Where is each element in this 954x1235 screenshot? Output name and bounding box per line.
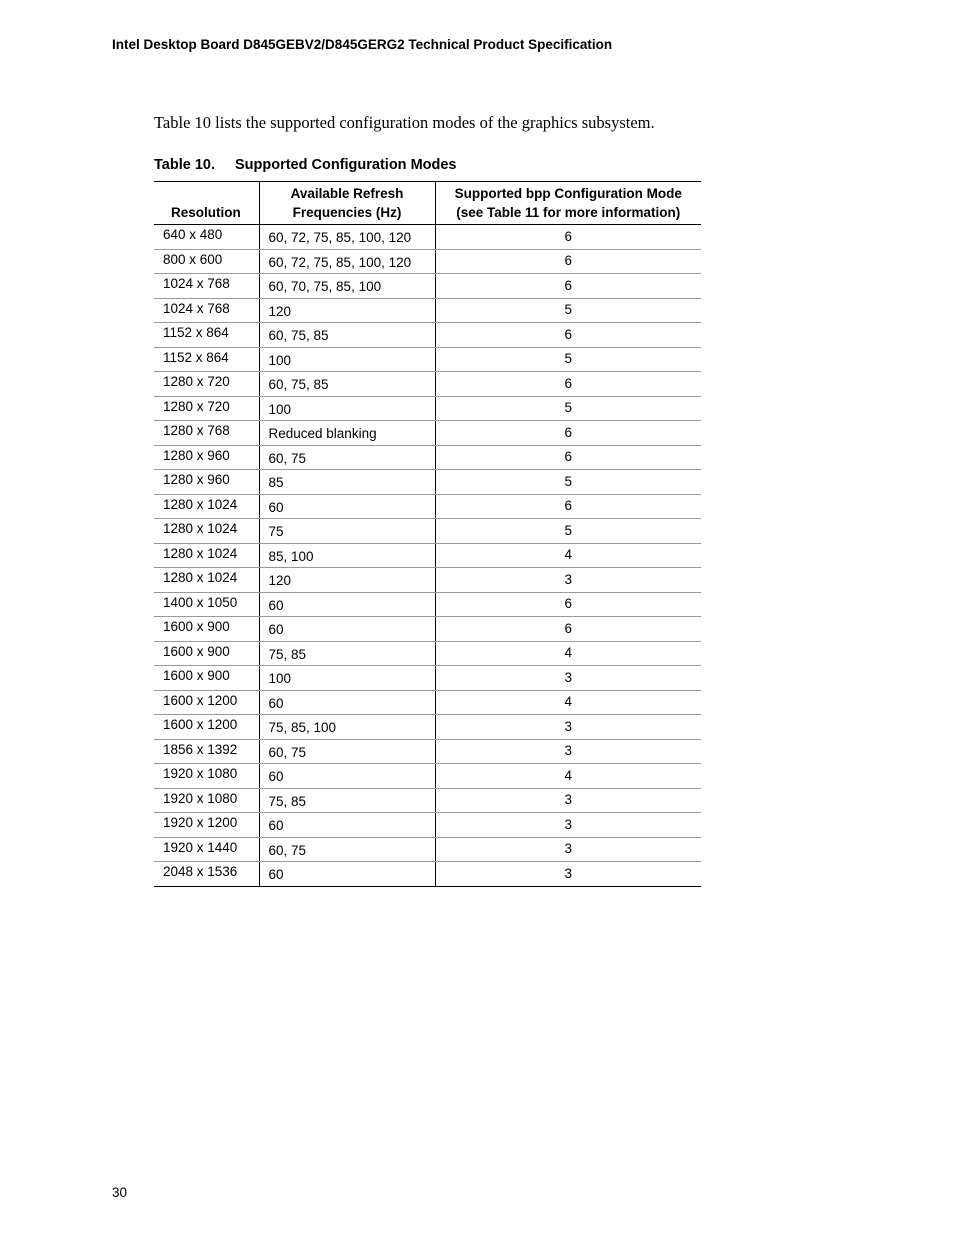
header-frequencies-line2: Frequencies (Hz) [292,205,402,220]
cell-bpp: 4 [435,641,701,666]
cell-bpp: 6 [435,445,701,470]
header-bpp [435,182,701,225]
table-row [154,592,701,617]
cell-resolution: 1856 x 1392 [154,739,259,764]
cell-frequencies: 60 [259,617,435,642]
cell-bpp: 6 [435,494,701,519]
cell-bpp: 3 [435,813,701,838]
table-row [154,764,701,789]
cell-bpp: 5 [435,298,701,323]
header-resolution-label: Resolution [171,205,241,220]
header-bpp-line2: (see Table 11 for more information) [456,205,681,220]
cell-resolution: 1920 x 1080 [154,764,259,789]
table-row [154,372,701,397]
cell-bpp: 3 [435,788,701,813]
cell-frequencies: 60, 75, 85 [259,372,435,397]
cell-frequencies: 85, 100 [259,543,435,568]
cell-resolution: 1600 x 900 [154,641,259,666]
cell-frequencies: 120 [259,298,435,323]
cell-frequencies: 60, 75 [259,445,435,470]
cell-frequencies: 60 [259,862,435,887]
cell-frequencies: 60, 75 [259,837,435,862]
table-row [154,445,701,470]
cell-frequencies: 75, 85 [259,788,435,813]
cell-resolution: 1920 x 1080 [154,788,259,813]
cell-bpp: 3 [435,715,701,740]
cell-frequencies: 60 [259,764,435,789]
header-bpp-line1: Supported bpp Configuration Mode [454,186,682,201]
table-row [154,298,701,323]
cell-bpp: 3 [435,568,701,593]
cell-resolution: 1280 x 1024 [154,494,259,519]
cell-bpp: 6 [435,225,701,250]
header-frequencies [259,182,435,225]
table-row [154,690,701,715]
table-row [154,347,701,372]
cell-frequencies: 60, 72, 75, 85, 100, 120 [259,225,435,250]
table-row [154,274,701,299]
cell-bpp: 5 [435,347,701,372]
header-row [154,182,701,225]
cell-frequencies: 100 [259,396,435,421]
table-row [154,421,701,446]
cell-resolution: 1024 x 768 [154,274,259,299]
table-row [154,617,701,642]
cell-bpp: 6 [435,323,701,348]
table-row [154,666,701,691]
cell-bpp: 6 [435,592,701,617]
cell-resolution: 1600 x 900 [154,666,259,691]
cell-resolution: 1024 x 768 [154,298,259,323]
table-row [154,641,701,666]
cell-frequencies: 60 [259,813,435,838]
cell-resolution: 1280 x 1024 [154,543,259,568]
page-number: 30 [112,1185,128,1200]
table-row [154,715,701,740]
cell-bpp: 4 [435,543,701,568]
table-row [154,568,701,593]
table-caption [154,157,457,173]
cell-frequencies: 60 [259,690,435,715]
table-row [154,837,701,862]
table-row [154,788,701,813]
cell-bpp: 6 [435,617,701,642]
cell-bpp: 3 [435,666,701,691]
cell-bpp: 6 [435,249,701,274]
cell-resolution: 1280 x 720 [154,396,259,421]
table-row [154,249,701,274]
cell-resolution: 1280 x 960 [154,470,259,495]
cell-resolution: 1400 x 1050 [154,592,259,617]
cell-bpp: 6 [435,274,701,299]
cell-resolution: 1600 x 1200 [154,715,259,740]
header-resolution [154,182,259,225]
table-row [154,494,701,519]
cell-frequencies: 100 [259,347,435,372]
table-header [154,182,701,225]
cell-resolution: 1152 x 864 [154,347,259,372]
table-row [154,470,701,495]
table-row [154,225,701,250]
cell-frequencies: 85 [259,470,435,495]
cell-frequencies: 60, 70, 75, 85, 100 [259,274,435,299]
cell-frequencies: 60 [259,592,435,617]
cell-frequencies: 60 [259,494,435,519]
running-header: Intel Desktop Board D845GEBV2/D845GERG2 Technical Product Specification [112,37,613,52]
table-caption-title: Supported Configuration Modes [234,157,457,173]
cell-resolution: 1280 x 720 [154,372,259,397]
intro-paragraph: Table 10 lists the supported configuration modes of the graphics subsystem. [154,113,655,132]
cell-bpp: 3 [435,862,701,887]
cell-resolution: 2048 x 1536 [154,862,259,887]
cell-bpp: 5 [435,519,701,544]
cell-resolution: 1280 x 1024 [154,519,259,544]
cell-resolution: 1920 x 1440 [154,837,259,862]
cell-bpp: 6 [435,421,701,446]
cell-frequencies: 75, 85, 100 [259,715,435,740]
table-row [154,543,701,568]
cell-resolution: 1600 x 1200 [154,690,259,715]
cell-frequencies: 75 [259,519,435,544]
table-row [154,739,701,764]
cell-frequencies: 60, 75, 85 [259,323,435,348]
cell-resolution: 1600 x 900 [154,617,259,642]
cell-frequencies: 60, 72, 75, 85, 100, 120 [259,249,435,274]
cell-resolution: 1280 x 1024 [154,568,259,593]
cell-bpp: 5 [435,470,701,495]
cell-resolution: 1152 x 864 [154,323,259,348]
cell-resolution: 800 x 600 [154,249,259,274]
cell-frequencies: 75, 85 [259,641,435,666]
table-row [154,813,701,838]
cell-bpp: 4 [435,690,701,715]
cell-frequencies: Reduced blanking [259,421,435,446]
cell-resolution: 1280 x 768 [154,421,259,446]
header-frequencies-line1: Available Refresh [290,186,404,201]
cell-bpp: 6 [435,372,701,397]
table-row [154,519,701,544]
cell-bpp: 5 [435,396,701,421]
cell-bpp: 3 [435,837,701,862]
table-row [154,396,701,421]
cell-frequencies: 60, 75 [259,739,435,764]
cell-bpp: 4 [435,764,701,789]
table-caption-number: Table 10. [154,157,215,173]
configuration-modes-table [154,181,701,887]
cell-resolution: 1280 x 960 [154,445,259,470]
cell-resolution: 1920 x 1200 [154,813,259,838]
table-body [154,225,701,887]
table-row [154,862,701,887]
table-row [154,323,701,348]
cell-resolution: 640 x 480 [154,225,259,250]
cell-bpp: 3 [435,739,701,764]
cell-frequencies: 100 [259,666,435,691]
cell-frequencies: 120 [259,568,435,593]
